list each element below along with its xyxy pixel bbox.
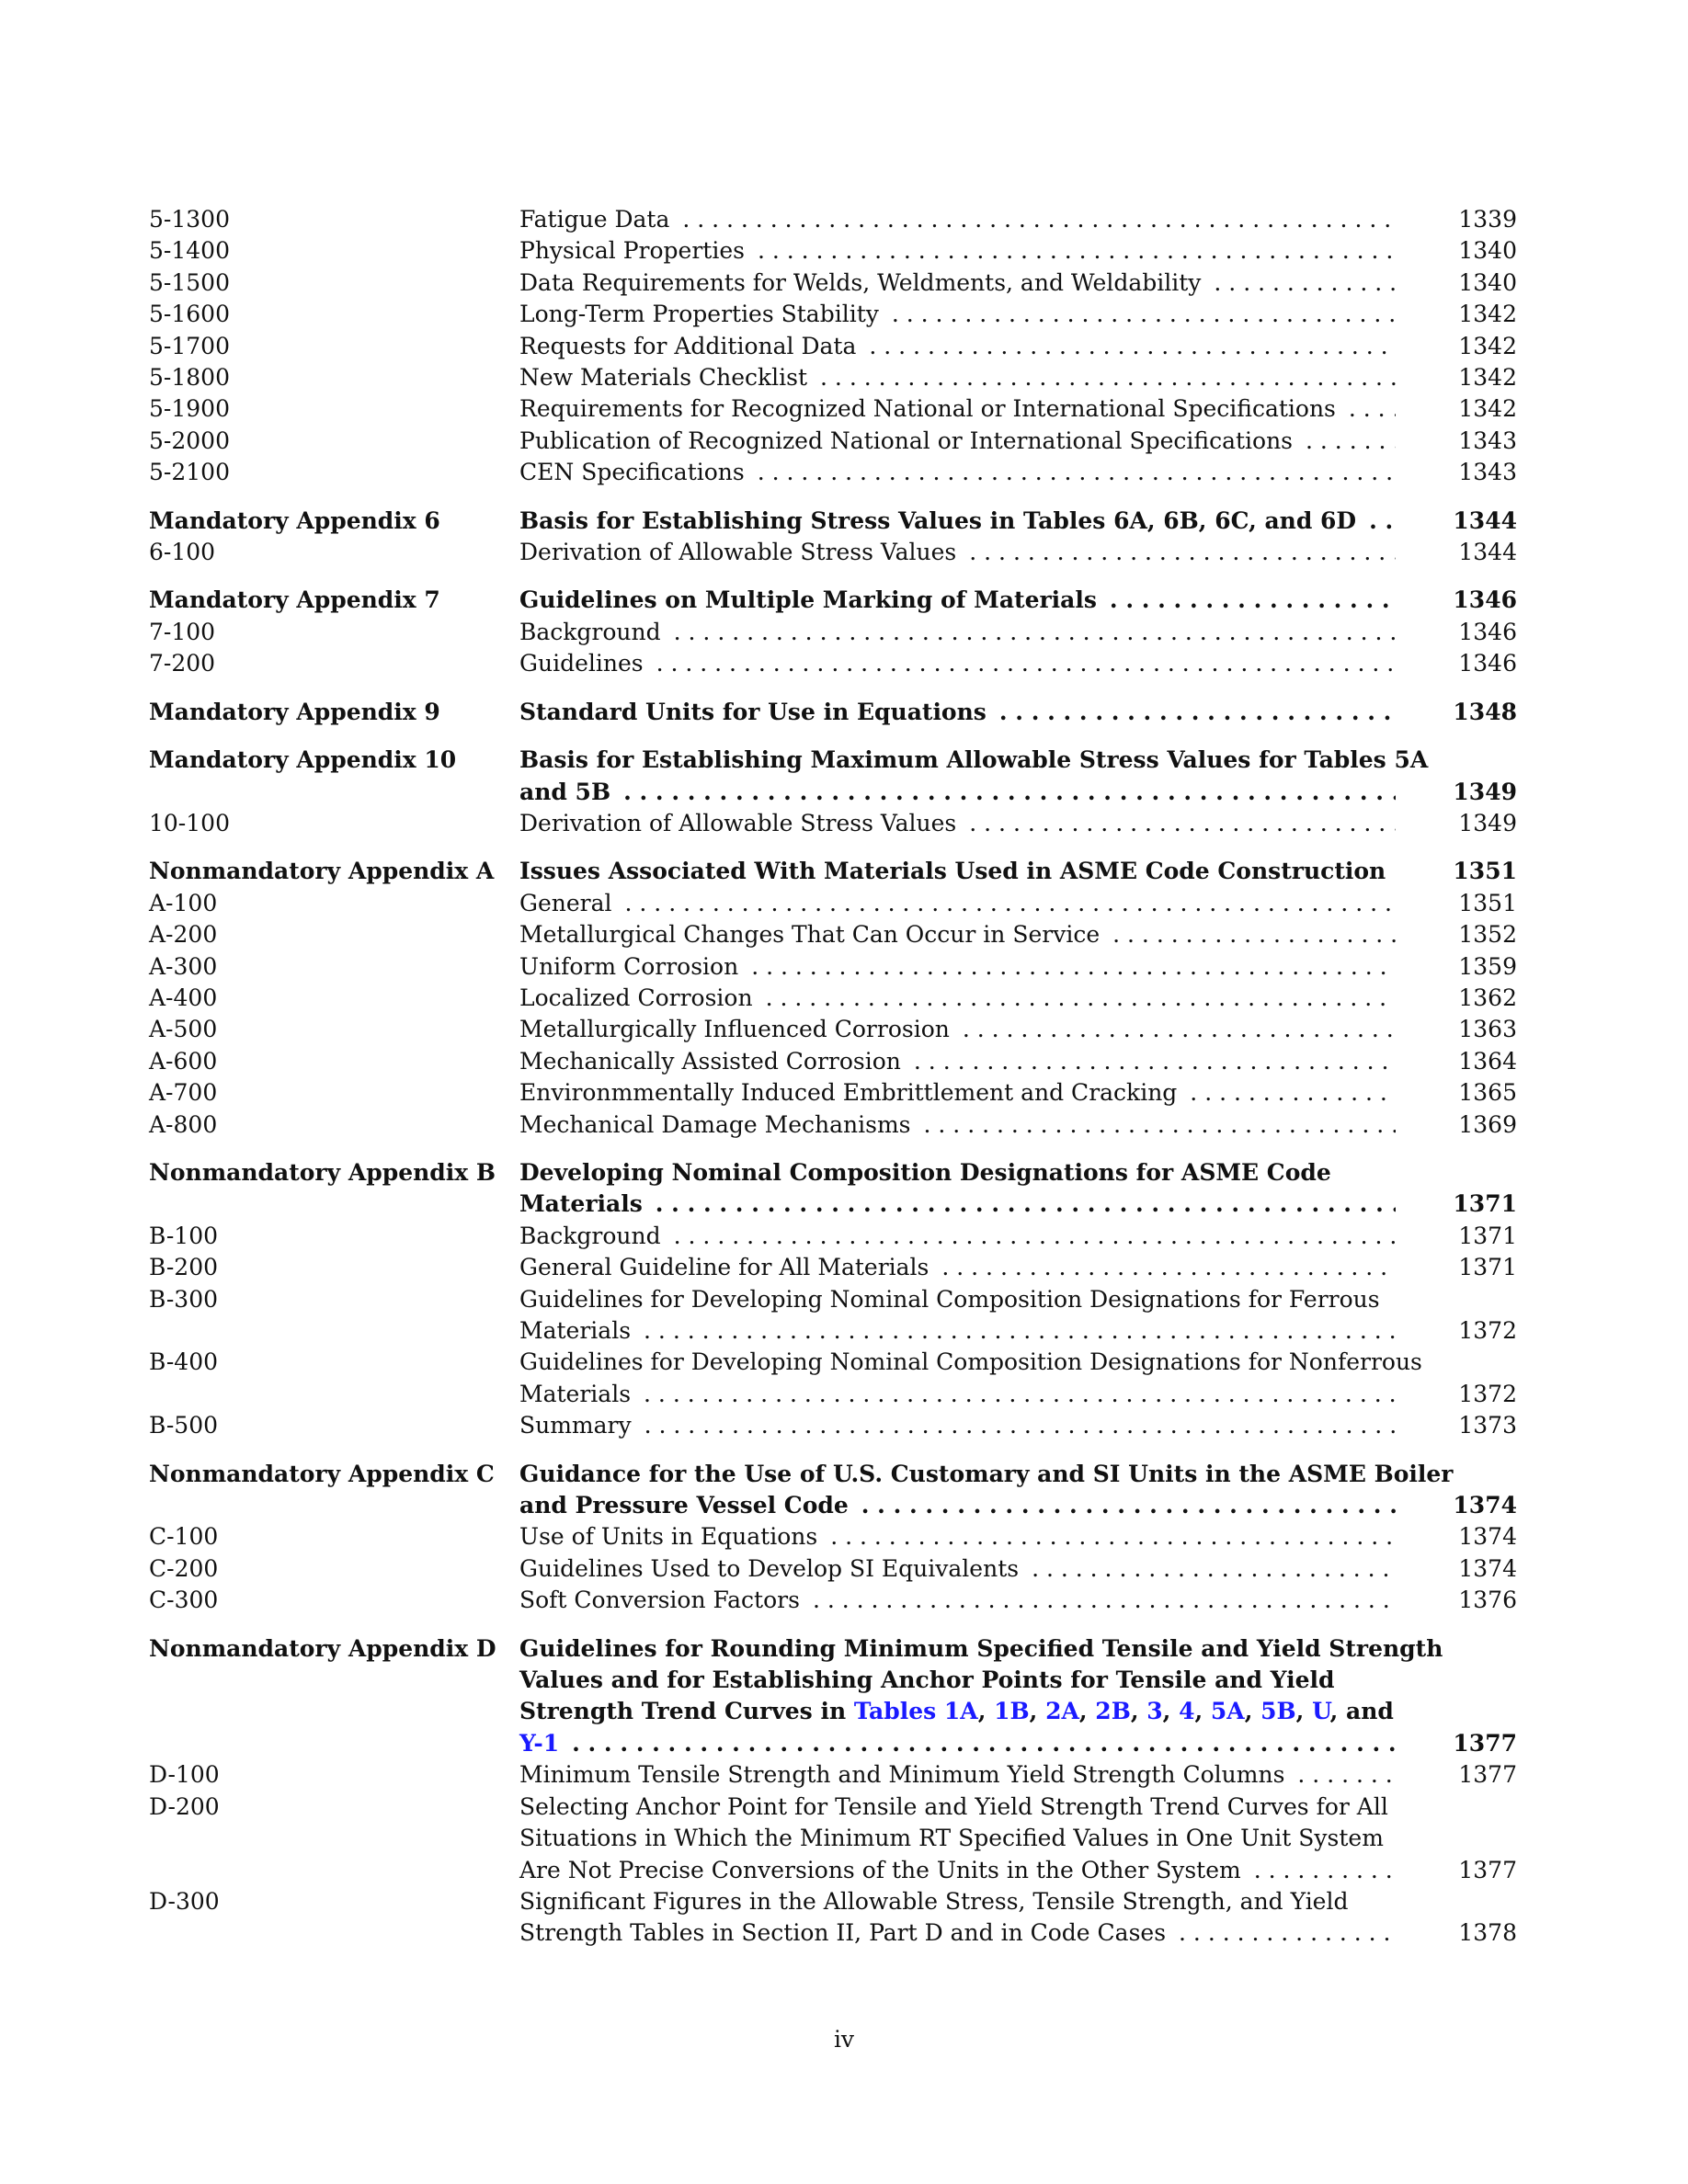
toc-entry-a-800[interactable] (149, 1109, 1517, 1141)
dot-leader (656, 648, 1396, 679)
appendix-label: Nonmandatory Appendix D (149, 1634, 496, 1662)
toc-entry-nonmandatory-appendix-a[interactable] (149, 856, 1517, 887)
dot-leader (656, 1189, 1396, 1220)
title-text: Background (519, 618, 661, 645)
dot-leader (758, 235, 1396, 267)
title-text: Materials (519, 1190, 643, 1218)
title-text: Developing Nominal Composition Designations for ASME Code (519, 1158, 1331, 1186)
page-number: 1340 (1458, 268, 1517, 296)
toc-entry-a-200[interactable] (149, 919, 1517, 950)
page-number: 1372 (1458, 1317, 1517, 1344)
toc-section (149, 745, 1517, 839)
page-number: 1363 (1458, 1016, 1517, 1043)
title-text: Metallurgical Changes That Can Occur in Service (519, 921, 1101, 949)
page-number: 1378 (1458, 1919, 1517, 1947)
entry-title (519, 1014, 1396, 1045)
toc-entry-7-100[interactable] (149, 617, 1517, 648)
dot-leader (682, 204, 1396, 235)
entry-title (519, 299, 1396, 330)
dot-leader (1032, 1553, 1396, 1585)
dot-leader (830, 1521, 1396, 1553)
title-text: Requirements for Recognized National or International Specifications (519, 395, 1336, 423)
title-text: Background (519, 1222, 661, 1249)
toc-section (149, 1157, 1517, 1442)
title-text: Strength Trend Curves in (519, 1698, 854, 1725)
toc-entry-nonmandatory-appendix-d[interactable] (149, 1633, 1517, 1760)
entry-title (519, 888, 1396, 919)
section-number: A-700 (149, 1079, 218, 1107)
appendix-label: Mandatory Appendix 9 (149, 698, 440, 725)
appendix-label: Nonmandatory Appendix B (149, 1158, 496, 1186)
title-text: Materials (519, 1317, 632, 1344)
entry-title (519, 1077, 1396, 1109)
entry-title (519, 1347, 1422, 1410)
entry-title (519, 585, 1396, 616)
dot-leader (1369, 506, 1396, 537)
toc-entry-5-2000[interactable] (149, 426, 1517, 457)
title-text: Localized Corrosion (519, 984, 753, 1011)
entry-title (519, 1252, 1396, 1283)
page-number: 1377 (1458, 1761, 1517, 1789)
title-text: Basis for Establishing Maximum Allowable Stress Values for Tables 5A (519, 746, 1429, 774)
page-number: 1376 (1458, 1587, 1517, 1614)
entry-title (519, 506, 1396, 537)
toc-entry-5-1300[interactable] (149, 204, 1517, 235)
section-number: 5-1700 (149, 332, 230, 359)
page-number: 1349 (1453, 778, 1517, 805)
entry-title (519, 1633, 1443, 1760)
toc-entry-a-400[interactable] (149, 983, 1517, 1014)
title-text: Mechanical Damage Mechanisms (519, 1110, 911, 1138)
dot-leader (1254, 1855, 1396, 1886)
toc-entry-5-2100[interactable] (149, 457, 1517, 488)
toc-section (149, 1459, 1517, 1617)
title-text: and 5B (519, 778, 611, 805)
appendix-label: Nonmandatory Appendix C (149, 1460, 495, 1487)
toc-entry-a-300[interactable] (149, 951, 1517, 983)
section-number: D-300 (149, 1887, 220, 1915)
entry-title (519, 1410, 1396, 1441)
section-number: B-500 (149, 1412, 218, 1439)
dot-leader (1112, 919, 1396, 950)
dot-leader (941, 1252, 1396, 1283)
dot-leader (1306, 426, 1396, 457)
title-text: Summary (519, 1412, 632, 1439)
page-number: 1343 (1458, 459, 1517, 486)
page-number: 1374 (1453, 1492, 1517, 1519)
page-number: 1373 (1458, 1412, 1517, 1439)
appendix-label: Mandatory Appendix 10 (149, 746, 457, 774)
entry-title (519, 1886, 1396, 1950)
dot-leader (644, 1315, 1396, 1347)
table-reference-link[interactable]: Tables 1A (853, 1698, 978, 1725)
toc-entry-mandatory-appendix-10[interactable] (149, 745, 1517, 808)
section-number: C-300 (149, 1587, 219, 1614)
dot-leader (674, 617, 1396, 648)
toc-section (149, 697, 1517, 728)
entry-title (519, 204, 1396, 235)
entry-title (519, 393, 1396, 425)
title-text: Situations in Which the Minimum RT Specified Values in One Unit System (519, 1825, 1384, 1852)
dot-leader (813, 1585, 1396, 1616)
toc-section (149, 204, 1517, 489)
table-reference-link[interactable]: 4 (1179, 1698, 1195, 1725)
table-reference-link[interactable]: 5A (1210, 1698, 1245, 1725)
title-text: New Materials Checklist (519, 364, 808, 392)
title-text: Guidelines on Multiple Marking of Materials (519, 586, 1097, 614)
entry-title (519, 1521, 1396, 1553)
dot-leader (751, 951, 1396, 983)
title-text: Guidelines for Developing Nominal Composition Designations for Ferrous (519, 1285, 1380, 1313)
toc-entry-7-200[interactable] (149, 648, 1517, 679)
toc-section (149, 506, 1517, 569)
section-number: 5-1600 (149, 301, 230, 328)
title-text: Basis for Establishing Stress Values in Tables 6A, 6B, 6C, and 6D (519, 506, 1357, 534)
section-number: 7-100 (149, 618, 216, 645)
entry-title (519, 951, 1396, 983)
title-text: Derivation of Allowable Stress Values (519, 539, 957, 566)
toc-entry-6-100[interactable] (149, 537, 1517, 568)
entry-title (519, 331, 1396, 362)
toc-entry-a-500[interactable] (149, 1014, 1517, 1045)
title-text: , (1194, 1698, 1211, 1725)
table-reference-link[interactable]: 2A (1045, 1698, 1079, 1725)
toc-entry-nonmandatory-appendix-b[interactable] (149, 1157, 1517, 1221)
page-number: 1369 (1458, 1110, 1517, 1138)
toc-entry-5-1600[interactable] (149, 299, 1517, 330)
page-number: 1377 (1458, 1856, 1517, 1883)
page-number: 1346 (1453, 586, 1517, 614)
page-number: 1371 (1458, 1254, 1517, 1281)
dot-leader (999, 697, 1396, 728)
toc-section (149, 856, 1517, 1141)
title-text: Physical Properties (519, 237, 745, 265)
dot-leader (623, 777, 1396, 808)
section-number: 5-1300 (149, 206, 230, 233)
page-number: 1344 (1458, 539, 1517, 566)
title-text: General Guideline for All Materials (519, 1254, 930, 1281)
page-number: 1377 (1453, 1729, 1517, 1757)
entry-title (519, 1221, 1396, 1252)
page-number: 1351 (1453, 858, 1517, 885)
page-number: 1342 (1458, 395, 1517, 423)
dot-leader (1214, 267, 1396, 299)
title-text: Guidance for the Use of U.S. Customary and SI Units in the ASME Boiler (519, 1460, 1454, 1487)
section-number: A-800 (149, 1110, 218, 1138)
entry-title (519, 745, 1429, 808)
entry-title (519, 1046, 1396, 1077)
title-text: Are Not Precise Conversions of the Units in the Other System (519, 1856, 1241, 1883)
toc-entry-5-1900[interactable] (149, 393, 1517, 425)
appendix-label: Nonmandatory Appendix A (149, 858, 495, 885)
title-text: Minimum Tensile Strength and Minimum Yield Strength Columns (519, 1761, 1285, 1789)
section-number: B-400 (149, 1348, 218, 1376)
title-text: and Pressure Vessel Code (519, 1492, 849, 1519)
entry-title (519, 1157, 1396, 1221)
page-number: 1346 (1458, 650, 1517, 677)
page-number: 1349 (1458, 809, 1517, 836)
section-number: 5-2000 (149, 427, 230, 454)
section-number: 6-100 (149, 539, 216, 566)
title-text: , and (1329, 1698, 1394, 1725)
entry-title (519, 1459, 1454, 1522)
dot-leader (969, 808, 1396, 839)
dot-leader (1297, 1759, 1396, 1791)
entry-title (519, 648, 1396, 679)
toc-entry-a-600[interactable] (149, 1046, 1517, 1077)
section-number: 7-200 (149, 650, 216, 677)
entry-title (519, 1284, 1396, 1348)
section-number: 5-1800 (149, 364, 230, 392)
table-reference-link[interactable]: 3 (1146, 1698, 1163, 1725)
dot-leader (1179, 1917, 1396, 1949)
title-text: Metallurgically Influenced Corrosion (519, 1016, 950, 1043)
page-number: 1359 (1458, 952, 1517, 980)
entry-title (519, 856, 1396, 887)
toc-entry-b-400[interactable] (149, 1347, 1517, 1410)
dot-leader (924, 1109, 1396, 1141)
title-text: Uniform Corrosion (519, 952, 739, 980)
toc-entry-5-1700[interactable] (149, 331, 1517, 362)
section-number: A-500 (149, 1016, 218, 1043)
toc-entry-c-100[interactable] (149, 1521, 1517, 1553)
toc-entry-5-1800[interactable] (149, 362, 1517, 393)
dot-leader (892, 299, 1396, 330)
section-number: 5-1400 (149, 237, 230, 265)
toc-entry-mandatory-appendix-7[interactable] (149, 585, 1517, 616)
entry-title (519, 697, 1396, 728)
dot-leader (861, 1490, 1396, 1521)
title-text: , (1078, 1698, 1096, 1725)
title-text: Long-Term Properties Stability (519, 301, 879, 328)
entry-title (519, 1553, 1396, 1585)
page-number: 1362 (1458, 984, 1517, 1011)
toc-section (149, 1633, 1517, 1950)
appendix-label: Mandatory Appendix 6 (149, 506, 440, 534)
toc-entry-5-1500[interactable] (149, 267, 1517, 299)
page-number: 1342 (1458, 301, 1517, 328)
toc-entry-10-100[interactable] (149, 808, 1517, 839)
title-text: , (1244, 1698, 1261, 1725)
page-number: 1346 (1458, 618, 1517, 645)
dot-leader (644, 1410, 1396, 1441)
table-reference-link[interactable]: 5B (1260, 1698, 1296, 1725)
toc-entry-b-200[interactable] (149, 1252, 1517, 1283)
section-number: C-100 (149, 1523, 219, 1551)
page-number: 1340 (1458, 237, 1517, 265)
dot-leader (625, 888, 1396, 919)
entry-title (519, 808, 1396, 839)
entry-title (519, 457, 1396, 488)
toc-entry-mandatory-appendix-6[interactable] (149, 506, 1517, 537)
title-text: CEN Specifications (519, 459, 745, 486)
title-text: Fatigue Data (519, 206, 670, 233)
toc-entry-b-300[interactable] (149, 1284, 1517, 1348)
page-folio: iv (833, 2026, 855, 2053)
section-number: 5-1500 (149, 268, 230, 296)
entry-title (519, 919, 1396, 950)
dot-leader (1190, 1077, 1396, 1109)
dot-leader (766, 983, 1396, 1014)
section-number: 5-2100 (149, 459, 230, 486)
page-number: 1343 (1458, 427, 1517, 454)
dot-leader (1110, 585, 1396, 616)
toc-section (149, 585, 1517, 679)
entry-title (519, 537, 1396, 568)
section-number: 5-1900 (149, 395, 230, 423)
entry-title (519, 617, 1396, 648)
section-number: D-100 (149, 1761, 220, 1789)
section-number: C-200 (149, 1554, 219, 1582)
title-text: Materials (519, 1380, 632, 1407)
section-number: A-600 (149, 1047, 218, 1075)
title-text: , (977, 1698, 995, 1725)
toc-entry-c-300[interactable] (149, 1585, 1517, 1616)
section-number: A-200 (149, 921, 218, 949)
page-number: 1365 (1458, 1079, 1517, 1107)
dot-leader (969, 537, 1396, 568)
page-number: 1348 (1453, 698, 1517, 725)
title-text: Issues Associated With Materials Used in ASME Code Construction (519, 858, 1386, 885)
page-number: 1351 (1458, 889, 1517, 916)
page-number: 1352 (1458, 921, 1517, 949)
title-text: Strength Tables in Section II, Part D and in Code Cases (519, 1919, 1167, 1947)
title-text: Data Requirements for Welds, Weldments, and Weldability (519, 268, 1202, 296)
title-text: General (519, 889, 612, 916)
title-text: , (1162, 1698, 1180, 1725)
title-text: Standard Units for Use in Equations (519, 698, 987, 725)
section-number: 10-100 (149, 809, 230, 836)
entry-title (519, 983, 1396, 1014)
entry-title (519, 426, 1396, 457)
appendix-label: Mandatory Appendix 7 (149, 586, 440, 614)
dot-leader (820, 362, 1396, 393)
dot-leader (914, 1046, 1396, 1077)
dot-leader (963, 1014, 1396, 1045)
table-reference-link[interactable]: U (1312, 1698, 1330, 1725)
dot-leader (869, 331, 1396, 362)
page-number: 1364 (1458, 1047, 1517, 1075)
toc-entry-c-200[interactable] (149, 1553, 1517, 1585)
title-text: Selecting Anchor Point for Tensile and Yield Strength Trend Curves for All (519, 1792, 1388, 1820)
title-text: , (1029, 1698, 1046, 1725)
toc-entry-b-100[interactable] (149, 1221, 1517, 1252)
page-number: 1339 (1458, 206, 1517, 233)
title-text: Environmmentally Induced Embrittlement and Cracking (519, 1079, 1178, 1107)
toc-entry-a-700[interactable] (149, 1077, 1517, 1109)
page-number: 1371 (1453, 1190, 1517, 1218)
table-of-contents (149, 204, 1517, 1966)
title-text: Guidelines (519, 650, 644, 677)
entry-title (519, 1109, 1396, 1141)
toc-entry-mandatory-appendix-9[interactable] (149, 697, 1517, 728)
table-reference-link[interactable]: 2B (1095, 1698, 1131, 1725)
toc-entry-nonmandatory-appendix-c[interactable] (149, 1459, 1517, 1522)
table-reference-link[interactable]: 1B (994, 1698, 1030, 1725)
title-text: Requests for Additional Data (519, 332, 857, 359)
table-reference-link[interactable]: Y-1 (519, 1729, 560, 1757)
toc-entry-b-500[interactable] (149, 1410, 1517, 1441)
title-text: Mechanically Assisted Corrosion (519, 1047, 901, 1075)
section-number: A-100 (149, 889, 218, 916)
page-number: 1344 (1453, 506, 1517, 534)
title-text: Derivation of Allowable Stress Values (519, 809, 957, 836)
toc-entry-d-100[interactable] (149, 1759, 1517, 1791)
title-text: Publication of Recognized National or International Specifications (519, 427, 1294, 454)
section-number: A-400 (149, 984, 218, 1011)
toc-entry-d-200[interactable] (149, 1792, 1517, 1886)
page-number: 1342 (1458, 364, 1517, 392)
title-text: Values and for Establishing Anchor Points for Tensile and Yield (519, 1666, 1335, 1694)
dot-leader (644, 1379, 1396, 1410)
page-number: 1374 (1458, 1554, 1517, 1582)
title-text: Guidelines for Rounding Minimum Specified Tensile and Yield Strength (519, 1634, 1443, 1662)
page-number: 1342 (1458, 332, 1517, 359)
section-number: B-200 (149, 1254, 218, 1281)
section-number: D-200 (149, 1792, 220, 1820)
title-text: Significant Figures in the Allowable Stress, Tensile Strength, and Yield (519, 1887, 1349, 1915)
toc-entry-5-1400[interactable] (149, 235, 1517, 267)
entry-title (519, 1585, 1396, 1616)
section-number: A-300 (149, 952, 218, 980)
title-text: Guidelines Used to Develop SI Equivalents (519, 1554, 1020, 1582)
entry-title (519, 235, 1396, 267)
entry-title (519, 1792, 1396, 1886)
entry-title (519, 1759, 1396, 1791)
toc-entry-d-300[interactable] (149, 1886, 1517, 1950)
page-number: 1371 (1458, 1222, 1517, 1249)
entry-title (519, 362, 1396, 393)
title-text: Guidelines for Developing Nominal Composition Designations for Nonferrous (519, 1348, 1422, 1376)
dot-leader (572, 1728, 1396, 1759)
page-number: 1372 (1458, 1380, 1517, 1407)
title-text: Soft Conversion Factors (519, 1587, 800, 1614)
dot-leader (758, 457, 1396, 488)
entry-title (519, 267, 1396, 299)
dot-leader (674, 1221, 1396, 1252)
section-number: B-100 (149, 1222, 218, 1249)
title-text: , (1295, 1698, 1313, 1725)
section-number: B-300 (149, 1285, 218, 1313)
page-number: 1374 (1458, 1523, 1517, 1551)
title-text: , (1130, 1698, 1147, 1725)
dot-leader (1349, 393, 1396, 425)
toc-entry-a-100[interactable] (149, 888, 1517, 919)
title-text: Use of Units in Equations (519, 1523, 818, 1551)
